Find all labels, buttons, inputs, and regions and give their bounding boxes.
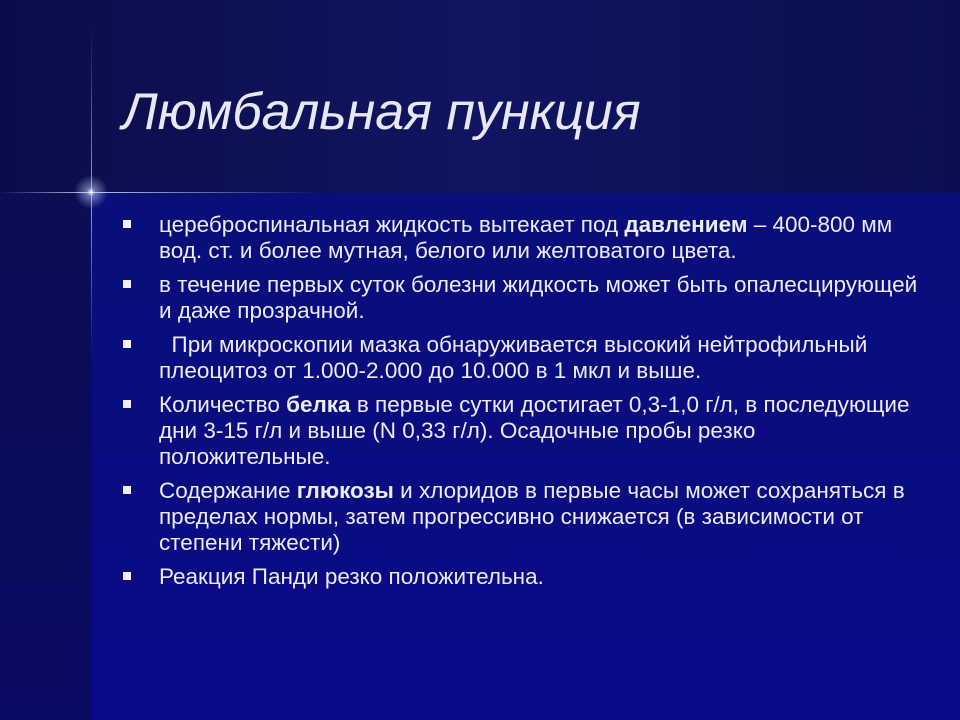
bullet-text-segment: – 400-800 мм вод. ст. и более мутная, белого или желтоватого цвета. [159,212,893,263]
bullet-text-segment: Количество [159,392,287,417]
bullet-item [122,478,922,556]
bullet-item [122,212,922,264]
bullet-item [122,332,922,384]
square-bullet-icon [123,486,131,494]
bullet-bold-term: глюкозы [296,478,394,503]
square-bullet-icon [123,340,131,348]
bullet-list [122,212,922,598]
bullet-text-segment: в первые сутки достигает 0,3-1,0 г/л, в последующие дни 3-15 г/л и выше (N 0,33 г/л). Осадочные пробы резко положительные. [159,392,910,469]
square-bullet-icon [123,400,131,408]
bullet-item [122,392,922,470]
bullet-bold-term: белка [286,392,351,417]
horizontal-accent-line [0,192,320,193]
slide-title: Люмбальная пункция [122,83,641,141]
left-band [0,193,92,720]
square-bullet-icon [123,280,131,288]
bullet-bold-term: давлением [624,212,748,237]
bullet-item [122,564,922,590]
square-bullet-icon [123,572,131,580]
sparkle-icon [71,172,111,212]
bullet-text-segment: При микроскопии мазка обнаруживается высокий нейтрофильный плеоцитоз от 1.000-2.000 до 10.000 в 1 мкл и выше. [159,332,874,383]
bullet-text-segment: в течение первых суток болезни жидкость может быть опалесцирующей и даже прозрачной. [159,272,918,323]
bullet-text-segment: и хлоридов в первые часы может сохраняться в пределах нормы, затем прогрессивно снижается (в зависимости от степени тяжести) [159,478,905,555]
bullet-item [122,272,922,324]
bullet-text-segment: Содержание [159,478,297,503]
bullet-text-segment: Реакция Панди резко положительна. [159,564,544,589]
bullet-text-segment: цереброспинальная жидкость вытекает под [159,212,625,237]
square-bullet-icon [123,220,131,228]
